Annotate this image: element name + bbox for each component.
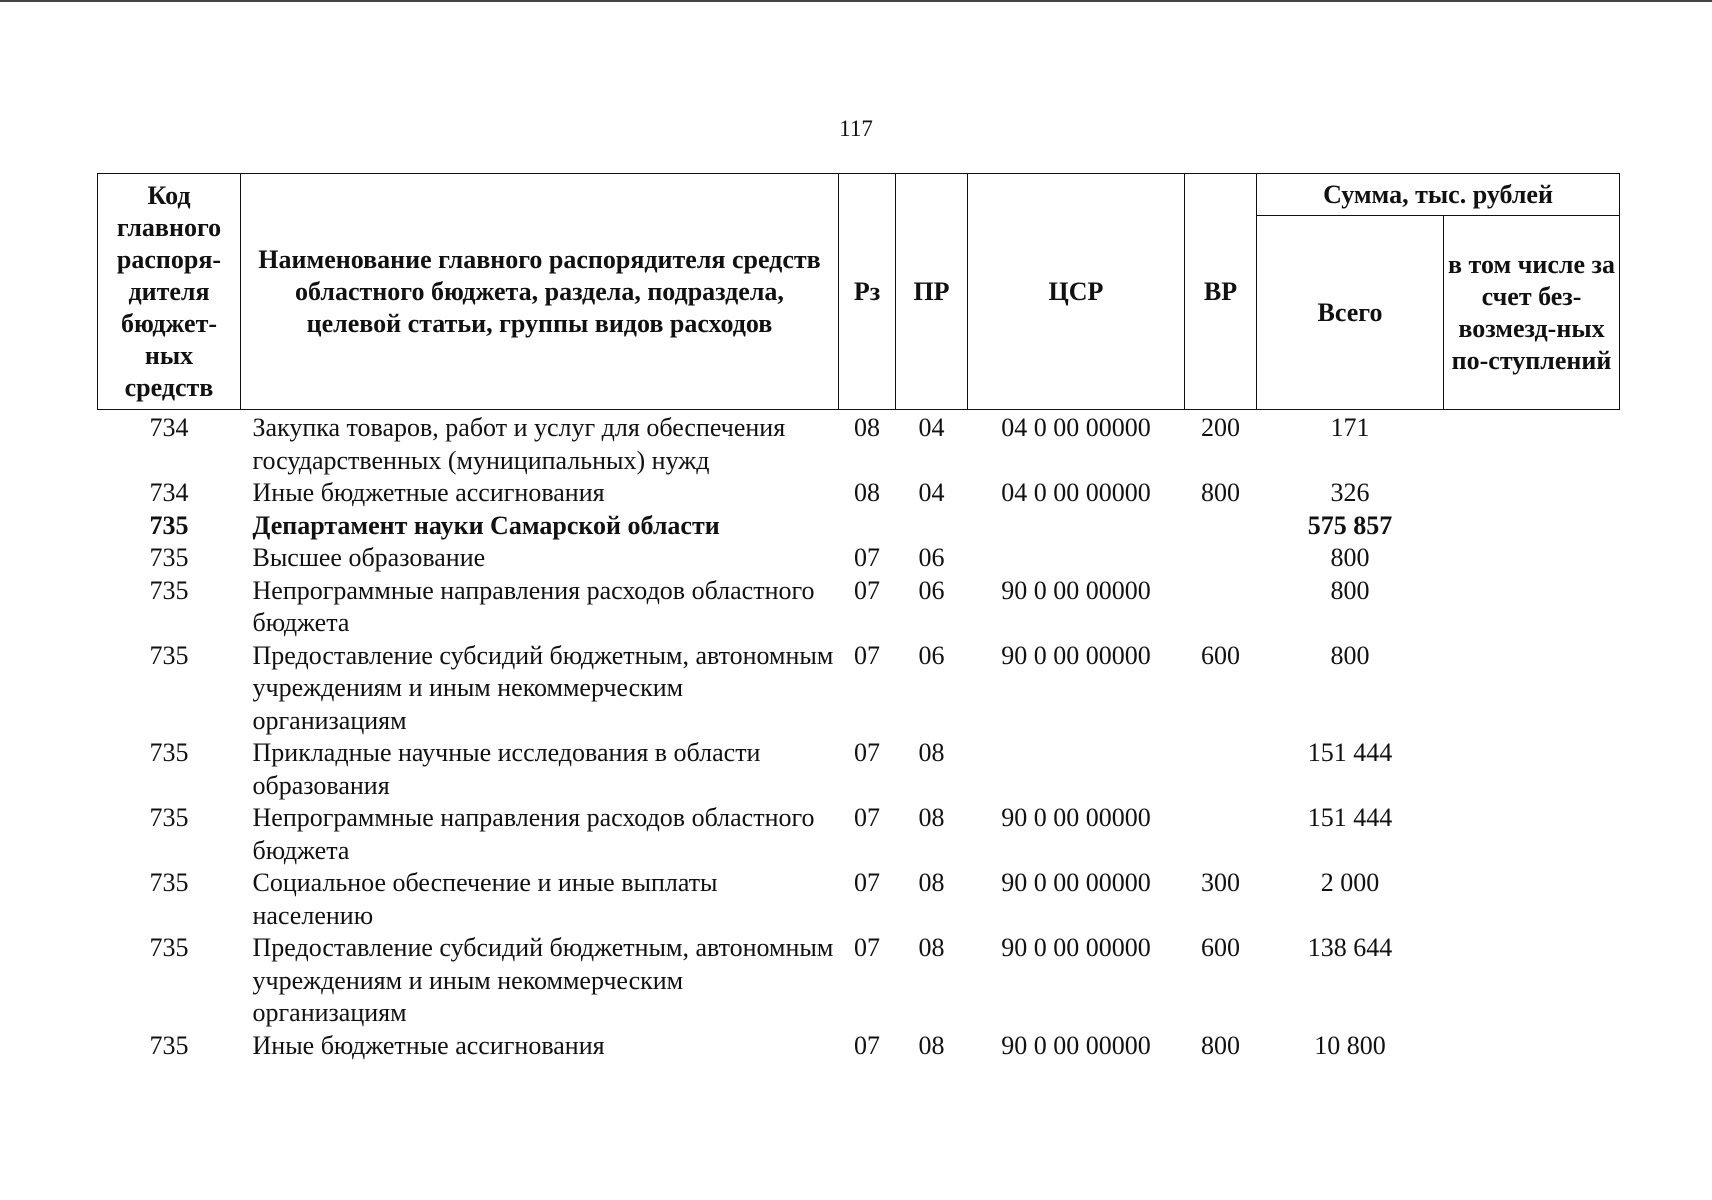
cell-rz: 07: [854, 933, 880, 962]
cell-rz: 07: [854, 1030, 880, 1060]
budget-table: [97, 173, 1620, 1062]
cell-vr: [1185, 737, 1257, 802]
cell-csr: [968, 510, 1185, 543]
header-total: Всего: [1257, 216, 1444, 410]
cell-pr: 08: [918, 803, 945, 832]
cell-vr: 800: [1201, 1030, 1240, 1060]
cell-pr: 04: [918, 478, 945, 507]
cell-vr: [1185, 802, 1257, 867]
cell-code: 735: [149, 575, 189, 605]
cell-rz: 07: [854, 575, 880, 605]
cell-name: Закупка товаров, работ и услуг для обеспечения государственных (муниципальных) нужд: [252, 413, 786, 475]
cell-rz: 07: [854, 803, 880, 832]
header-rz: Рз: [839, 174, 896, 410]
header-name: Наименование главного распорядителя средств областного бюджета, раздела, подраздела, целевой статьи, группы видов расходов: [241, 174, 839, 410]
cell-pr: 08: [918, 738, 945, 767]
cell-name: Иные бюджетные ассигнования: [252, 1030, 605, 1060]
table-header-row: [98, 174, 1620, 216]
header-code: Код главного распоря-дителя бюджет-ных средств: [98, 174, 241, 410]
table-row: [98, 802, 1620, 867]
cell-code: 735: [149, 510, 189, 540]
cell-pr: 06: [918, 543, 945, 572]
cell-pr: 04: [918, 413, 945, 442]
cell-vr: [1185, 542, 1257, 575]
table-row: [98, 410, 1620, 478]
cell-pr: [896, 510, 968, 543]
cell-rz: 08: [854, 413, 880, 442]
cell-pr: 06: [918, 575, 945, 605]
cell-rz: 07: [854, 543, 880, 572]
cell-csr: 90 0 00 00000: [1001, 640, 1151, 670]
cell-pr: 06: [918, 640, 945, 670]
cell-name: Предоставление субсидий бюджетным, автономным учреждениям и иным некоммерческим организациям: [252, 640, 834, 735]
cell-pr: 08: [918, 868, 945, 897]
cell-incl: [1444, 542, 1620, 575]
table-row-department: [98, 510, 1620, 543]
cell-rz: 07: [854, 738, 880, 767]
cell-name: Иные бюджетные ассигнования: [252, 478, 605, 507]
cell-total: 2 000: [1320, 868, 1380, 897]
cell-name: Высшее образование: [252, 543, 486, 572]
cell-total: 138 644: [1307, 933, 1393, 962]
cell-name: Прикладные научные исследования в области образования: [252, 738, 761, 800]
cell-total: 151 444: [1307, 803, 1393, 832]
cell-name: Социальное обеспечение и иные выплаты населению: [252, 868, 718, 930]
cell-total: 151 444: [1307, 738, 1393, 767]
cell-code: 735: [149, 803, 189, 832]
cell-code: 735: [149, 738, 189, 767]
page-number: 117: [839, 116, 873, 141]
cell-total: 10 800: [1314, 1030, 1386, 1060]
cell-csr: 04 0 00 00000: [1001, 478, 1151, 507]
cell-vr: 200: [1201, 413, 1240, 442]
cell-csr: 90 0 00 00000: [1001, 933, 1151, 962]
cell-csr: 90 0 00 00000: [1001, 803, 1151, 832]
cell-csr: 90 0 00 00000: [1001, 868, 1151, 897]
cell-vr: [1185, 575, 1257, 640]
header-incl-gratuitous: в том числе за счет без-возмезд-ных по-ступлений: [1444, 216, 1620, 410]
table-body: [98, 410, 1620, 1063]
cell-rz: 08: [854, 478, 880, 507]
cell-pr: 08: [918, 1030, 945, 1060]
cell-total: 800: [1330, 575, 1370, 605]
cell-total: 800: [1330, 543, 1370, 572]
cell-vr: 300: [1201, 868, 1240, 897]
cell-vr: 600: [1201, 640, 1240, 670]
cell-incl: [1444, 1030, 1620, 1063]
cell-csr: 90 0 00 00000: [1001, 575, 1151, 605]
cell-name: Департамент науки Самарской области: [252, 510, 720, 540]
cell-csr: [968, 542, 1185, 575]
cell-rz: 07: [854, 868, 880, 897]
cell-code: 735: [149, 933, 189, 962]
cell-csr: [968, 737, 1185, 802]
table-row: [98, 575, 1620, 640]
cell-vr: [1185, 510, 1257, 543]
cell-incl: [1444, 410, 1620, 478]
cell-code: 735: [149, 1030, 189, 1060]
cell-code: 734: [149, 413, 189, 442]
table-row: [98, 542, 1620, 575]
cell-csr: 90 0 00 00000: [1001, 1030, 1151, 1060]
table-row: [98, 477, 1620, 510]
cell-pr: 08: [918, 933, 945, 962]
cell-code: 735: [149, 543, 189, 572]
cell-total: 575 857: [1307, 510, 1393, 540]
cell-csr: 04 0 00 00000: [1001, 413, 1151, 442]
cell-incl: [1444, 640, 1620, 738]
cell-rz: [839, 510, 896, 543]
cell-incl: [1444, 737, 1620, 802]
cell-total: 171: [1330, 413, 1370, 442]
header-pr: ПР: [896, 174, 968, 410]
cell-total: 800: [1330, 640, 1370, 670]
cell-incl: [1444, 510, 1620, 543]
cell-incl: [1444, 802, 1620, 867]
cell-incl: [1444, 575, 1620, 640]
cell-incl: [1444, 477, 1620, 510]
table-row: [98, 867, 1620, 932]
table-row: [98, 1030, 1620, 1063]
header-csr: ЦСР: [968, 174, 1185, 410]
table-row: [98, 932, 1620, 1030]
cell-code: 734: [149, 478, 189, 507]
table-row: [98, 737, 1620, 802]
cell-total: 326: [1330, 478, 1370, 507]
cell-vr: 800: [1201, 478, 1240, 507]
cell-name: Непрограммные направления расходов областного бюджета: [252, 575, 815, 637]
table-row: [98, 640, 1620, 738]
top-rule: [0, 0, 1712, 2]
cell-incl: [1444, 932, 1620, 1030]
cell-code: 735: [149, 640, 189, 670]
cell-vr: 600: [1201, 933, 1240, 962]
header-vr: ВР: [1185, 174, 1257, 410]
cell-code: 735: [149, 868, 189, 897]
cell-name: Непрограммные направления расходов областного бюджета: [252, 803, 815, 865]
cell-incl: [1444, 867, 1620, 932]
cell-name: Предоставление субсидий бюджетным, автономным учреждениям и иным некоммерческим организациям: [252, 933, 834, 1027]
header-sum-group: Сумма, тыс. рублей: [1257, 174, 1620, 216]
cell-rz: 07: [854, 640, 880, 670]
